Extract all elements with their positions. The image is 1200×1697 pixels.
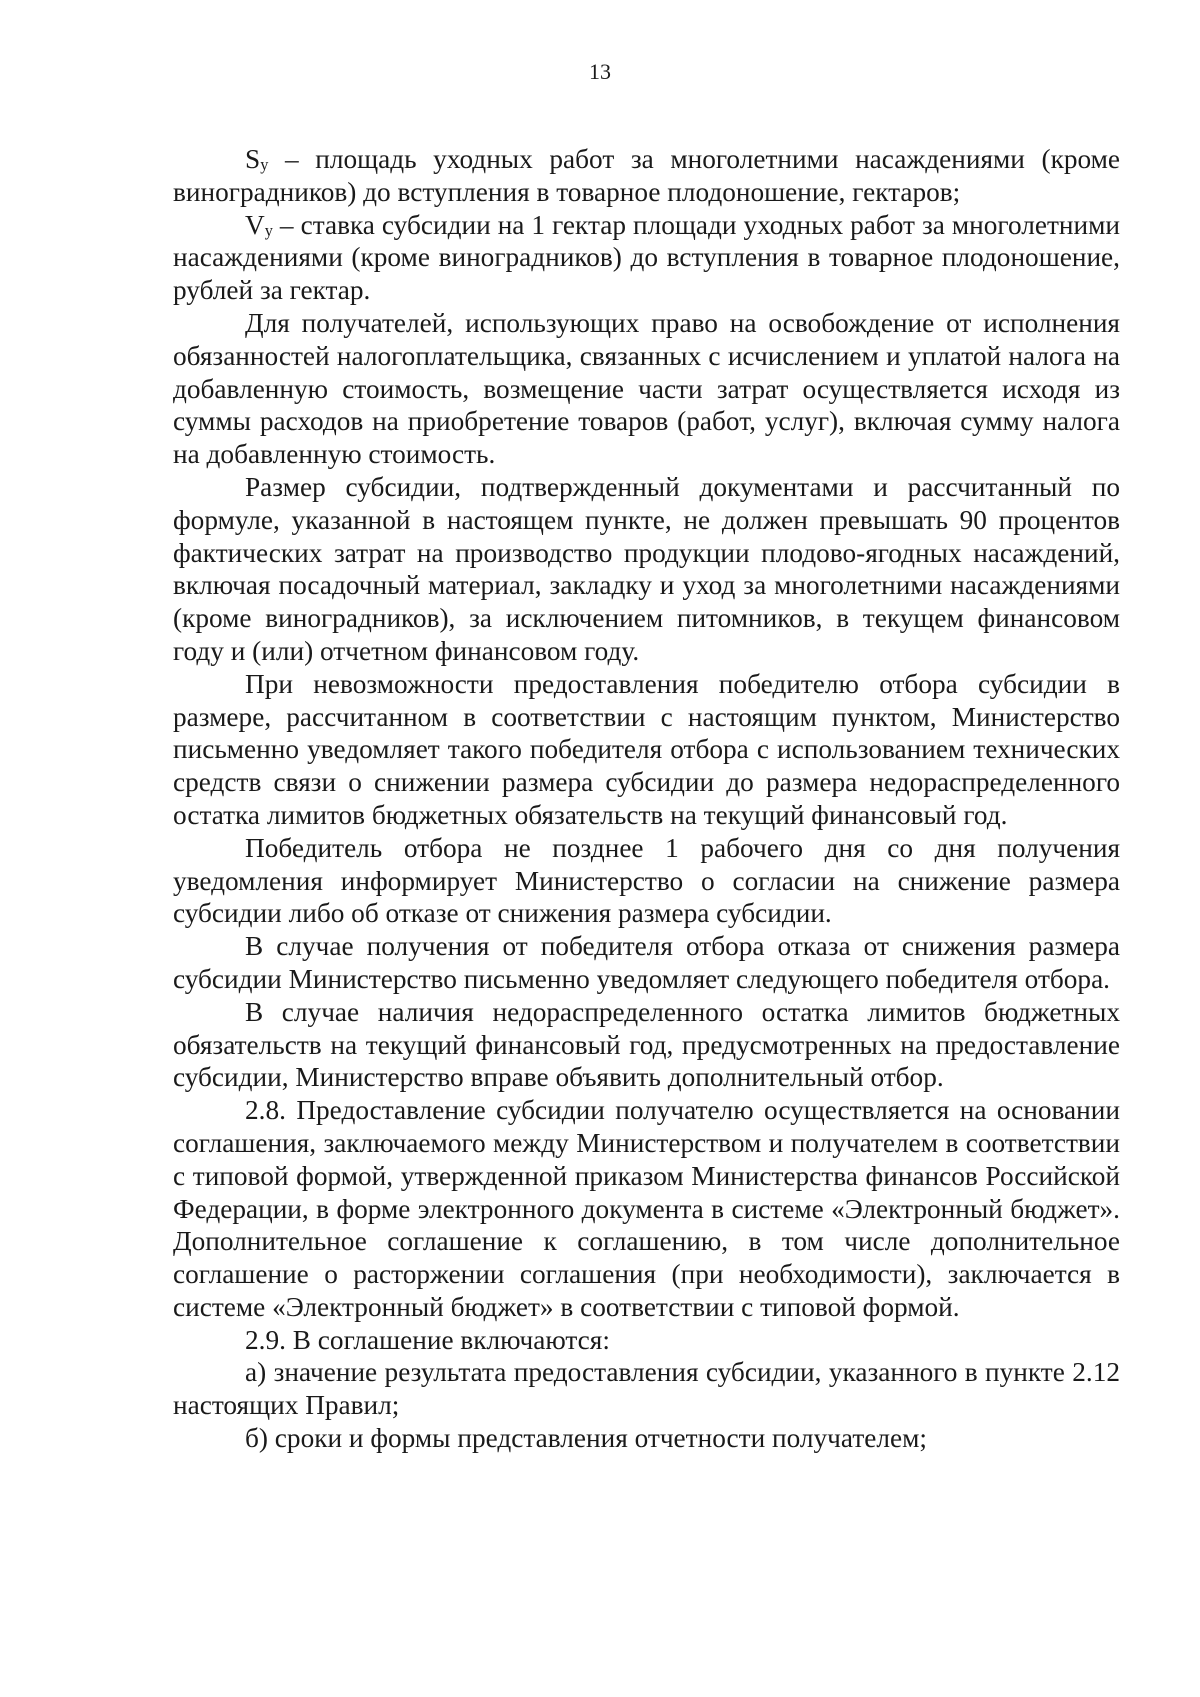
paragraph-vat-exemption: Для получателей, использующих право на освобождение от исполнения обязанностей налогоплательщика, связанных с исчислением и уплатой налога на добавленную стоимость, возмещение части затрат осуществляется исходя из суммы расходов на приобретение товаров (работ, услуг), включая сумму налога на добавленную стоимость. (173, 307, 1120, 470)
formula-subscript: у (260, 155, 269, 174)
paragraph-additional-selection: В случае наличия недораспределенного остатка лимитов бюджетных обязательств на текущий финансовый год, предусмотренных на предоставление субсидии, Министерство вправе объявить дополнительный отбор. (173, 996, 1120, 1093)
paragraph-insufficient-funds: При невозможности предоставления победителю отбора субсидии в размере, рассчитанном в соответствии с настоящим пунктом, Министерство письменно уведомляет такого победителя отбора с использованием технических средств связи о снижении размера субсидии до размера недораспределенного остатка лимитов бюджетных обязательств на текущий финансовый год. (173, 668, 1120, 830)
paragraph-text: – ставка субсидии на 1 гектар площади уходных работ за многолетними насаждениями (кроме виноградников) до вступления в товарное плодоношение, рублей за гектар. (173, 209, 1120, 306)
document-body (173, 143, 1120, 1455)
paragraph-vy-definition (173, 209, 1120, 307)
paragraph-text: – площадь уходных работ за многолетними насаждениями (кроме виноградников) до вступления в товарное плодоношение, гектаров; (173, 144, 1120, 207)
formula-subscript: у (264, 220, 273, 240)
paragraph-sy-definition (173, 143, 1120, 209)
paragraph-subsidy-limit: Размер субсидии, подтвержденный документами и рассчитанный по формуле, указанной в настоящем пункте, не должен превышать 90 процентов фактических затрат на производство продукции плодово-ягодных насаждений, включая посадочный материал, закладку и уход за многолетними насаждениями (кроме виноградников), за исключением питомников, в текущем финансовом году и (или) отчетном финансовом году. (173, 471, 1120, 666)
paragraph-refusal: В случае получения от победителя отбора отказа от снижения размера субсидии Министерство письменно уведомляет следующего победителя отбора. (173, 931, 1120, 994)
formula-symbol-v: V (245, 209, 265, 240)
list-item-a: а) значение результата предоставления субсидии, указанного в пункте 2.12 настоящих Правил; (173, 1357, 1120, 1421)
paragraph-winner-response: Победитель отбора не позднее 1 рабочего дня со дня получения уведомления информирует Министерство о согласии на снижение размера субсидии либо об отказе от снижения размера субсидии. (173, 832, 1120, 929)
paragraph-2-8-agreement: 2.8. Предоставление субсидии получателю осуществляется на основании соглашения, заключаемого между Министерством и получателем в соответствии с типовой формой, утвержденной приказом Министерства финансов Российской Федерации, в форме электронного документа в системе «Электронный бюджет». Дополнительное соглашение к соглашению, в том числе дополнительное соглашение о расторжении соглашения (при необходимости), заключается в системе «Электронный бюджет» в соответствии с типовой формой. (173, 1095, 1120, 1322)
page-number: 13 (589, 59, 611, 84)
list-item-b: б) сроки и формы представления отчетности получателем; (245, 1423, 927, 1454)
formula-symbol-s: S (245, 144, 261, 174)
paragraph-2-9-heading: 2.9. В соглашение включаются: (245, 1324, 610, 1355)
